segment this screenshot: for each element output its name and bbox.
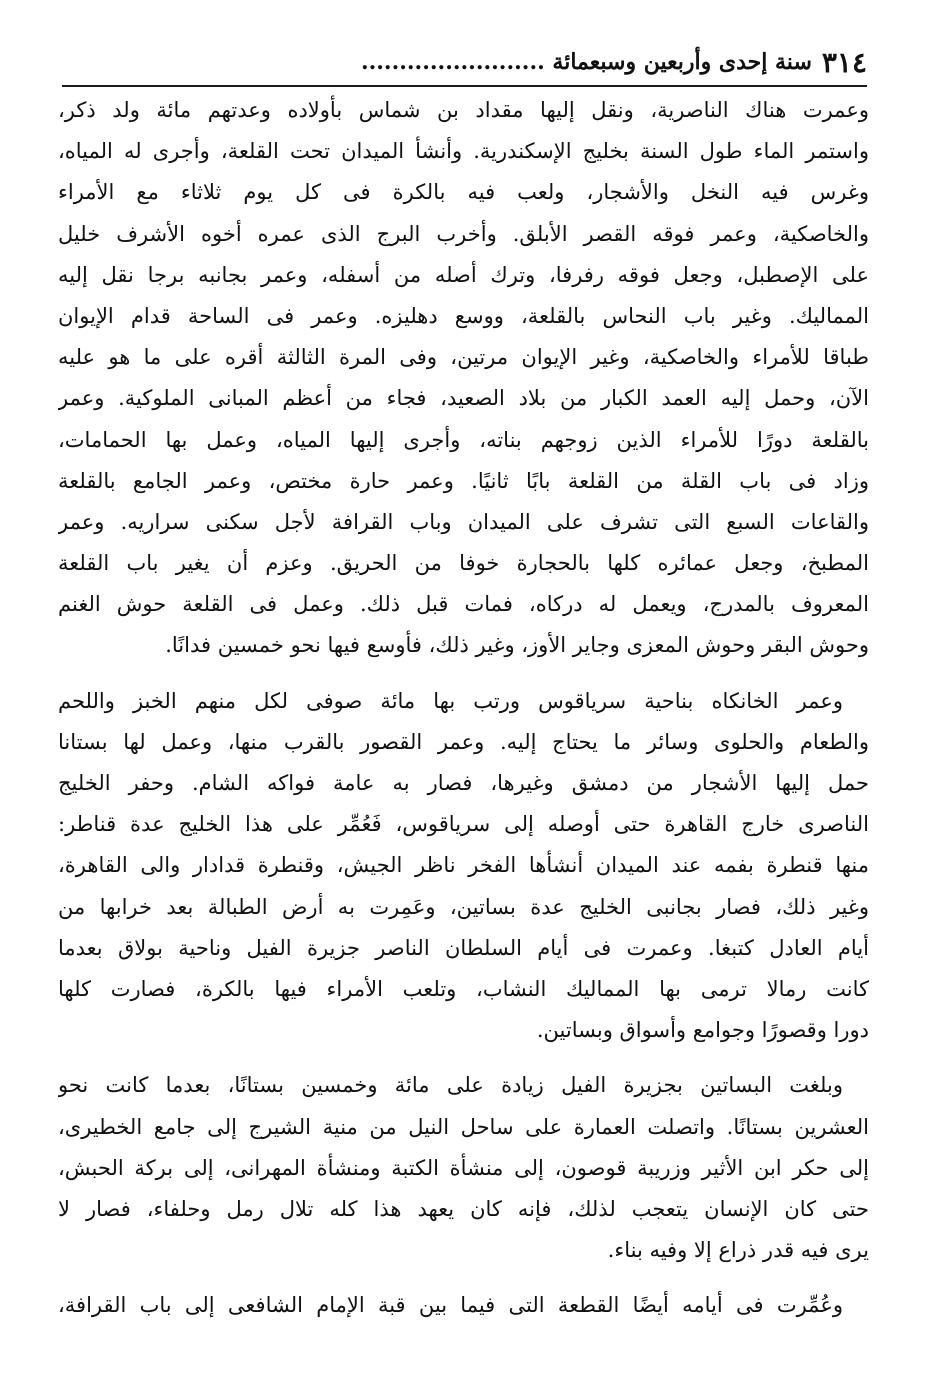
text-line: على الإصطبل، وجعل فوقه رفرفا، وترك أصله من أسفله، وعمر بجانبه برجا نقل إليه bbox=[58, 262, 869, 287]
text-line: الناصرى خارج القاهرة حتى أوصله إلى سرياقوس، فَعُمِّر على هذا الخليج عدة قناطر: bbox=[58, 812, 869, 837]
running-head: سنة إحدى وأربعين وسبعمائة ........................ bbox=[360, 49, 812, 75]
paragraph-gap bbox=[58, 1051, 869, 1065]
text-line: حتى كان الإنسان يتعجب لذلك، فإنه كان يعهد هذا كله تلال رمل وحلفاء، فصار لا bbox=[58, 1196, 869, 1221]
paragraph-3 bbox=[58, 1065, 869, 1271]
body-text bbox=[58, 90, 869, 1326]
text-line: العشرين بستانًا. واتصلت العمارة على ساحل النيل من منية الشيرج إلى جامع الخطيرى، bbox=[58, 1114, 869, 1139]
text-line: طباقا للأمراء والخاصكية، وغير الإيوان مرتين، وفى المرة الثالثة أقره على ما هو عليه bbox=[58, 345, 869, 370]
text-line: حمل إليها الأشجار من دمشق وغيرها، فصار به عامة فواكه الشام. وحفر الخليج bbox=[58, 771, 869, 795]
paragraph-gap bbox=[58, 1271, 869, 1285]
paragraph-1 bbox=[58, 90, 869, 667]
text-line: والخاصكية، وعمر فوقه القصر الأبلق. وأخرب البرج الذى عمره أخوه الأشرف خليل bbox=[58, 221, 869, 246]
text-line: وبلغت البساتين بجزيرة الفيل زيادة على مائة وخمسين بستانًا، بعدما كانت نحو bbox=[58, 1073, 843, 1098]
text-line: والقاعات السبع التى تشرف على الميدان وباب القرافة لأجل سكنى سراريه. وعمر bbox=[58, 509, 869, 534]
text-line: وحوش البقر وحوش المعزى وجاير الأوز، وغير ذلك، فأوسع فيها نحو خمسين فدانًا. bbox=[165, 633, 869, 658]
page-number: ٣١٤ bbox=[821, 45, 867, 79]
text-line: يرى فيه قدر ذراع إلا وفيه بناء. bbox=[607, 1238, 869, 1263]
header-rule bbox=[62, 85, 867, 87]
text-line: وغير ذلك، فصار بجانبى الخليج عدة بساتين، وعَمِرت به أرض الطبالة بعد خرابها من bbox=[58, 894, 869, 919]
page-header bbox=[62, 40, 867, 84]
text-line: وعمرت هناك الناصرية، ونقل إليها مقداد بن شماس بأولاده وعدتهم مائة ولد ذكر، bbox=[58, 98, 869, 122]
paragraph-4 bbox=[58, 1285, 869, 1326]
text-line: والطعام والحلوى وسائر ما يحتاج إليه. وعمر القصور بالقرب منها، وعمل لها بستانا bbox=[58, 729, 869, 754]
text-line: وعمر الخانكاه بناحية سرياقوس ورتب بها مائة صوفى لكل منهم الخبز واللحم bbox=[58, 688, 843, 713]
text-line: كانت رمالا ترمى بها المماليك النشاب، وتلعب الأمراء فيها بالكرة، فصارت كلها bbox=[58, 976, 869, 1001]
text-line: وزاد فى باب القلة من القلعة بابًا ثانيًا. وعمر حارة مختص، وعمر الجامع بالقلعة bbox=[58, 468, 869, 493]
text-line: إلى حكر ابن الأثير وزريبة قوصون، إلى منشأة الكتبة ومنشأة المهرانى، إلى بركة الحبش، bbox=[58, 1155, 869, 1180]
text-line: وغرس فيه النخل والأشجار، ولعب فيه بالكرة فى كل يوم ثلاثاء مع الأمراء bbox=[58, 180, 869, 205]
paragraph-2 bbox=[58, 681, 869, 1052]
text-line: منها قنطرة بفمه عند الميدان أنشأها الفخر ناظر الجيش، وقنطرة قدادار والى القاهرة، bbox=[58, 853, 869, 878]
text-line: بالقلعة دورًا للأمراء الذين زوجهم بناته، وأجرى إليها المياه، وعمل بها الحمامات، bbox=[58, 427, 869, 452]
paragraph-gap bbox=[58, 667, 869, 681]
text-line: أيام العادل كتبغا. وعمرت فى أيام السلطان الناصر جزيرة الفيل وناحية بولاق بعدما bbox=[58, 935, 869, 960]
text-line: الآن، وحمل إليه العمد الكبار من بلاد الصعيد، فجاء من أعظم المبانى الملوكية. وعمر bbox=[58, 386, 869, 411]
text-line: دورا وقصورًا وجوامع وأسواق وبساتين. bbox=[536, 1018, 869, 1043]
text-line: واستمر الماء طول السنة بخليج الإسكندرية. وأنشأ الميدان تحت القلعة، وأجرى له المياه، bbox=[58, 139, 869, 164]
text-line: المعروف بالمدرج، ويعمل له دركاه، فمات قبل ذلك. وعمل فى القلعة حوش الغنم bbox=[58, 592, 869, 617]
text-line: المطبخ، وجعل عمائره كلها بالحجارة خوفا من الحريق. وعزم أن يغير باب القلعة bbox=[58, 551, 869, 576]
text-line: وعُمِّرت فى أيامه أيضًا القطعة التى فيما بين قبة الإمام الشافعى إلى باب القرافة، bbox=[58, 1293, 843, 1318]
text-line: المماليك. وغير باب النحاس بالقلعة، ووسع دهليزه. وعمر فى الساحة قدام الإيوان bbox=[58, 303, 869, 328]
